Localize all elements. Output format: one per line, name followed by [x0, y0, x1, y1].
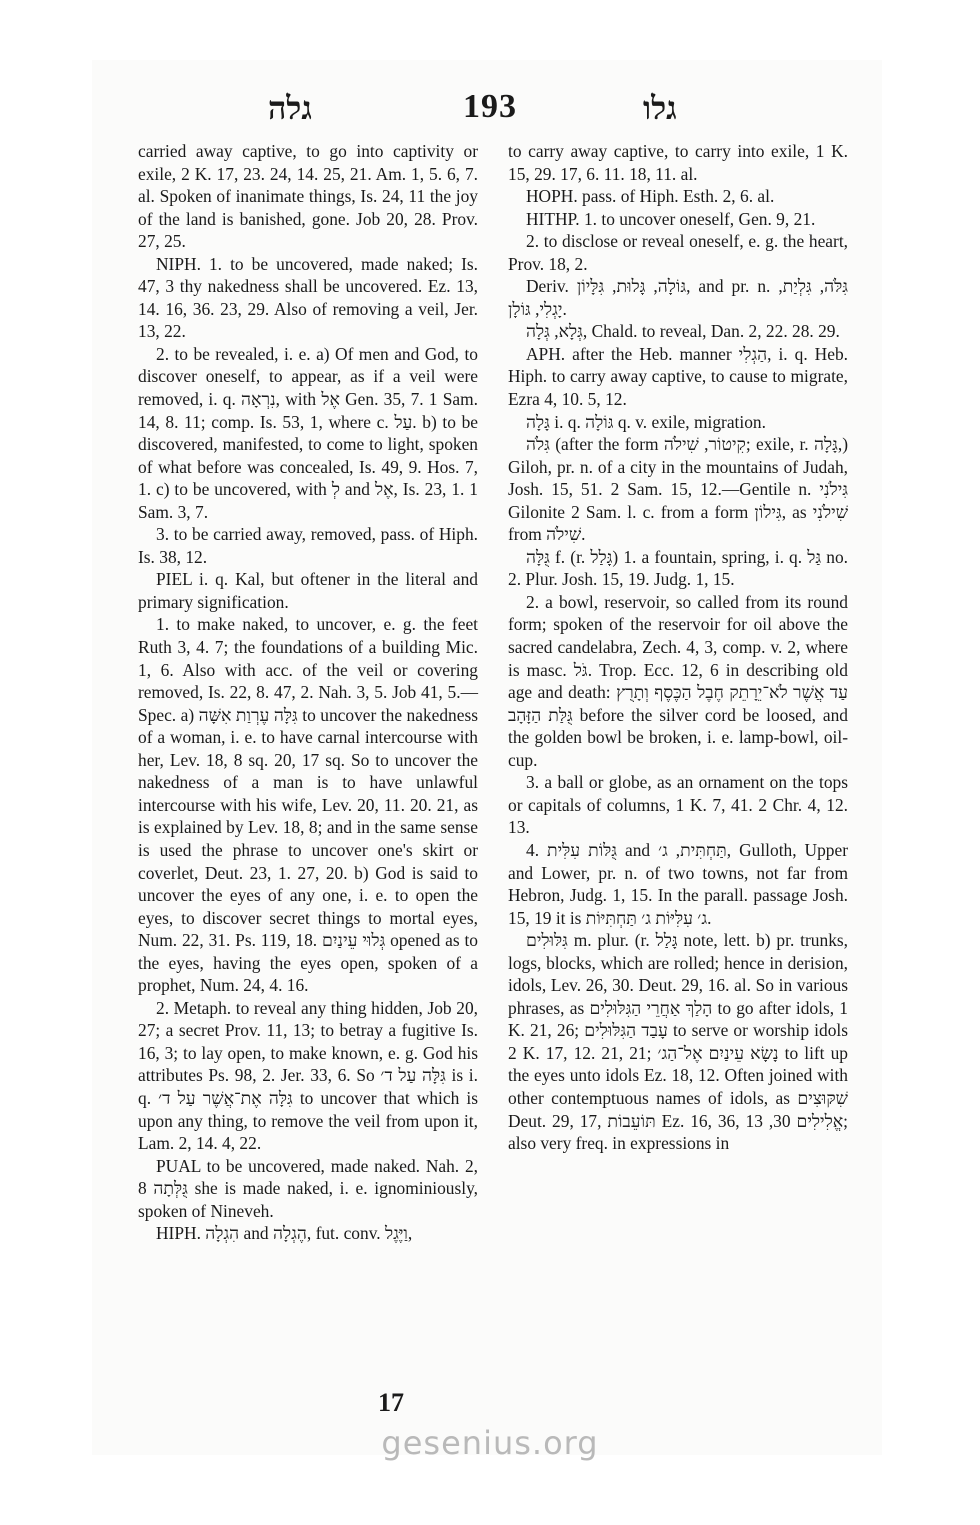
signature-mark: 17: [378, 1388, 404, 1417]
right-paragraph: HITHP. 1. to uncover oneself, Gen. 9, 21.: [526, 208, 816, 229]
page-header: [138, 88, 850, 136]
right-paragraph: גֻּלָּה f. (r. גָּלַל) 1. a fountain, spring, i. q. גַּל no. 2. Plur. Josh. 15, 19. Judg. 1, 15.: [508, 546, 848, 590]
right-paragraph: Deriv. גּוֹלָה, גָּלוּת, גִּלָּיוֹן, and pr. n. גִּלֹּה, גִּלְיַת, יָגְלִי, גּוֹלָן.: [508, 276, 848, 319]
site-watermark: gesenius.org: [381, 1424, 599, 1462]
left-paragraph: 2. Metaph. to reveal any thing hidden, Job 20, 27; a secret Prov. 11, 13; to betray a fugitive Is. 16, 3; to lay open, to make known, e. g. God his attributes Ps. 98, 2. Jer. 33, 6. So גִּלָּה עַל ד׳ is i. q. גִּלָּה אֶת־אֲשֶׁר עַל ד׳ to uncover that which is upon any thing, to remove the veil from upon it, Lam. 2, 14. 4, 22.: [138, 997, 478, 1154]
right-paragraph: גִּלֹה (after the form קִיטוֹר, שִׁילֹה; exile, r. גָּלָה,) Giloh, pr. n. of a city in the mountains of Judah, Josh. 15, 51. 2 Sam. 15, 12.—Gentile n. גִּילֹנִי Gilonite 2 Sam. l. c. from a form גִּילוֹן, as שִׁילֹנִי from שִׁילֹה.: [508, 434, 849, 545]
page-number: 193: [463, 88, 517, 125]
left-paragraph: 1. to make naked, to uncover, e. g. the feet Ruth 3, 4. 7; the foundations of a building Mic. 1, 6. Also with acc. of the veil or covering removed, Is. 22, 8. 47, 2. Nah. 3, 5. Job 41, 5.—Spec. a) גִּלָּה עֶרְוַת אִשָּׁה to uncover the nakedness of a woman, i. e. to have carnal intercourse with her, Lev. 18, 8 sq. 20, 17 sq. So to uncover the nakedness of a man is to have unlawful intercourse with his wife, Lev. 20, 11. 20. 21, as is explained by Lev. 18, 8; and in the same sense is used the phrase to uncover one's skirt or coverlet, Deut. 23, 1. 27, 20. b) God is said to uncover the eyes of any one, i. e. to open the eyes, to discover secret things to mortal eyes, Num. 22, 31. Ps. 119, 18. גְּלוּי עֵינַיִם opened as to the eyes, having the eyes open, spoken of a prophet, Num. 24, 4. 16.: [138, 614, 479, 996]
left-paragraph: PIEL i. q. Kal, but oftener in the literal and primary signification.: [138, 569, 478, 612]
left-paragraph: 2. to be revealed, i. e. a) Of men and God, to discover oneself, to appear, as if a veil were removed, i. q. נִרְאָה, with אֶל Gen. 35, 7. 1 Sam. 14, 8. 11; comp. Is. 53, 1, where c. עַל. b) to be discovered, manifested, to come to light, spoken of what before was concealed, Is. 49, 9. Hos. 7, 1. c) to be uncovered, with לְ and אֶל, Is. 23, 1. 1 Sam. 3, 7.: [138, 343, 478, 522]
left-paragraph: carried away captive, to go into captivity or exile, 2 K. 17, 23. 24, 14. 25, 21. Am. 1, 5. 6, 7. al. Spoken of inanimate things, Is. 24, 11 the joy of the land is banished, gone. Job 20, 28. Prov. 27, 25.: [138, 141, 478, 252]
right-paragraph: גְּלָא, גְּלָה, Chald. to reveal, Dan. 2, 22. 28. 29.: [526, 321, 840, 342]
right-paragraph: 2. to disclose or reveal oneself, e. g. the heart, Prov. 18, 2.: [508, 231, 848, 274]
right-paragraph: to carry away captive, to carry into exile, 1 K. 15, 29. 17, 6. 11. 18, 11. al.: [508, 141, 848, 184]
right-paragraph: 4. גֻּלּוֹת עִלִּית and תַּחְתִּית, ג׳, Gulloth, Upper and Lower, pr. n. of two towns, not far from Hebron, Judg. 1, 15. In the parall. passage Josh. 15, 19 it is ג׳ עִלִּיּוֹת ג׳ תַּחְתִּיּוֹת.: [508, 839, 849, 928]
right-paragraph: 3. a ball or globe, as an ornament on the tops or capitals of columns, 1 K. 7, 41. 2 Chr. 4, 12. 13.: [508, 772, 848, 838]
right-paragraph: APH. after the Heb. manner הַגְלִי, i. q. Heb. Hiph. to carry away captive, to cause to migrate, Ezra 4, 10. 5, 12.: [508, 343, 848, 410]
left-paragraph: 3. to be carried away, removed, pass. of Hiph. Is. 38, 12.: [138, 524, 478, 567]
right-column: [508, 140, 848, 1155]
right-paragraph: HOPH. pass. of Hiph. Esth. 2, 6. al.: [526, 186, 775, 207]
left-paragraph: PUAL to be uncovered, made naked. Nah. 2, 8 גֻּלְּתָה she is made naked, i. e. ignominiously, spoken of Nineveh.: [138, 1155, 478, 1221]
right-paragraph: 2. a bowl, reservoir, so called from its round form; spoken of the reservoir for oil above the sacred candelabra, Zech. 4, 3, comp. v. 2, where is masc. גֹּל. Trop. Ecc. 12, 6 in describing old age and death: עַד אֲשֶׁר לֹא־יֵרָתֵק חֶבֶל הַכֶּסֶף וְתָרֻץ גֻּלַּת הַזָּהָב before the silver cord be loosed, and the golden bowl be broken, i. e. lamp-bowl, oil-cup.: [508, 591, 848, 770]
right-paragraph: גִּלּוּלִים m. plur. (r. גָּלַל note, lett. b) pr. trunks, logs, blocks, which are rolled; hence in derision, idols, Lev. 26, 30. Deut. 29, 16. al. So in various phrases, as הָלַךְ אַחֲרֵי הַגִּלּוּלִים to go after idols, 1 K. 21, 26; עָבַד הַגִּלּוּלִים to serve or worship idols 2 K. 17, 12. 21, 21; נָשָׂא עֵינַיִם אֶל־הַג׳ to lift up the eyes unto idols Ez. 18, 12. Often joined with other contemptuous names of idols, as שִׁקּוּצִים Deut. 29, 17, תּוֹעֵבוֹת Ez. 16, 36, אֱלִילִים 30, 13; also very freq. in expressions in: [508, 930, 849, 1154]
left-running-headword: גלה: [268, 90, 312, 126]
left-column: [138, 140, 478, 1245]
left-paragraph: NIPH. 1. to be uncovered, made naked; Is. 47, 3 thy nakedness shall be uncovered. Ez. 13, 14. 16, 36. 23, 29. Also of removing a veil, Jer. 13, 22.: [138, 253, 478, 342]
right-paragraph: גָּלָה i. q. גּוֹלָה q. v. exile, migration.: [526, 411, 766, 432]
left-paragraph: HIPH. הִגְלָה and הֶגְלָה, fut. conv. וַיֶּגֶל,: [156, 1223, 413, 1244]
right-running-headword: גלו: [643, 90, 677, 126]
